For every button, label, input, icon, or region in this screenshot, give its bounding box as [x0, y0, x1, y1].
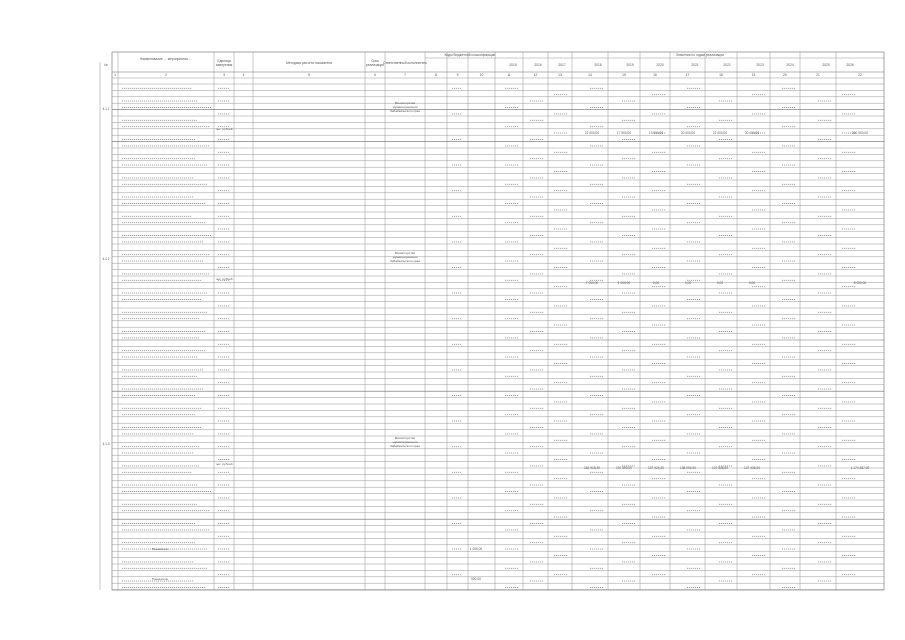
column-number: 18 — [719, 73, 723, 77]
section-value: 30 000,00 — [744, 131, 760, 135]
column-number: 7 — [404, 73, 406, 77]
year-heading: 2018 — [594, 63, 602, 67]
bottom-row-value: 500,00 — [471, 577, 481, 581]
column-number: 8 — [435, 73, 437, 77]
section-executor-2: здравоохранения — [392, 105, 418, 109]
section-value: 181 918,40 — [584, 466, 600, 470]
column-number: 15 — [622, 73, 626, 77]
header-unit: Единица — [217, 59, 231, 63]
section-value: 137 846,00 — [712, 466, 728, 470]
bottom-row-label: Показатель — [151, 577, 169, 581]
section-value: 17 000,00 — [648, 131, 664, 135]
section-id: 4.1.1 — [102, 107, 110, 111]
column-number: 17 — [685, 73, 690, 77]
column-number: 21 — [816, 73, 820, 77]
column-number: 16 — [653, 73, 657, 77]
section-id: 4.1.3 — [102, 442, 110, 446]
header-budget-group: Коды бюджетной классификации — [444, 53, 496, 57]
section-value: 8 000,00 — [853, 281, 867, 285]
column-number: 10 — [479, 73, 484, 77]
header-year-2: реализации — [365, 63, 385, 67]
section-value: 138 094,00 — [680, 466, 696, 470]
column-number: 22 — [858, 73, 862, 77]
section-value: 1 000,00 — [617, 281, 631, 285]
section-value: 137 436,00 — [744, 466, 760, 470]
year-heading: 2020 — [656, 63, 664, 67]
section-value: 0,00 — [748, 281, 756, 285]
section-value: 0,00 — [716, 281, 724, 285]
section-executor-3: Забайкальского края — [389, 444, 421, 448]
column-number: 5 — [308, 73, 310, 77]
section-executor: Министерство — [394, 436, 416, 440]
section-executor: Министерство — [394, 251, 416, 255]
year-heading: 2025 — [822, 63, 830, 67]
header-unit-2: измерения — [215, 63, 233, 67]
section-unit: тыс. рублей — [215, 462, 233, 466]
year-heading: 2022 — [723, 63, 731, 67]
section-value: 137 924,00 — [648, 466, 664, 470]
year-heading: 2019 — [626, 63, 634, 67]
year-heading: 2024 — [786, 63, 794, 67]
header-index: № — [104, 63, 108, 67]
year-heading: 2017 — [558, 63, 566, 67]
section-value: 22 000,00 — [712, 131, 728, 135]
section-value: 0,00 — [684, 281, 692, 285]
header-executor: Ответственный исполнитель — [383, 61, 427, 65]
header-method: Методика расчета показателя — [286, 61, 332, 65]
bottom-row-value: 1 000,00 — [469, 547, 483, 551]
year-heading: 2021 — [691, 63, 699, 67]
section-executor-3: Забайкальского края — [389, 109, 421, 113]
year-heading: 2015 — [509, 63, 517, 67]
header-description: Наименование … мероприятия … — [139, 57, 193, 61]
section-value: 1 174 387,00 — [850, 466, 870, 470]
column-number: 9 — [456, 73, 459, 77]
section-id: 4.1.2 — [102, 257, 110, 261]
column-number: 14 — [588, 73, 592, 77]
year-heading: 2026 — [846, 63, 854, 67]
section-executor-2: здравоохранения — [392, 255, 418, 259]
section-value: 197 693,00 — [616, 466, 632, 470]
section-value: 7 000,00 — [585, 281, 599, 285]
section-value: 22 000,00 — [584, 131, 600, 135]
header-year: Срок — [371, 59, 379, 63]
column-number: 6 — [374, 73, 376, 77]
header-values-group: Значения по годам реализации — [675, 53, 725, 57]
column-number: 12 — [533, 73, 538, 77]
section-executor: Министерство — [394, 101, 416, 105]
column-number: 11 — [507, 73, 511, 77]
section-value: 300 000,00 — [852, 131, 868, 135]
column-number: 13 — [558, 73, 562, 77]
section-value: 20 000,00 — [680, 131, 696, 135]
column-number: 1 — [114, 73, 116, 77]
column-number: 2 — [165, 73, 167, 77]
column-number: 3 — [223, 73, 225, 77]
section-executor-3: Забайкальского края — [389, 259, 421, 263]
section-unit: тыс. рублей — [215, 127, 233, 131]
year-heading: 2023 — [756, 63, 764, 67]
bottom-row-label: Показатель — [151, 547, 169, 551]
section-value: 17 500,00 — [616, 131, 632, 135]
column-number: 19 — [751, 73, 756, 77]
year-heading: 2016 — [534, 63, 542, 67]
column-number: 4 — [242, 73, 245, 77]
column-number: 20 — [783, 73, 787, 77]
section-unit: тыс. рублей — [215, 277, 233, 281]
section-executor-2: здравоохранения — [392, 440, 418, 444]
section-value: 0,00 — [652, 281, 660, 285]
